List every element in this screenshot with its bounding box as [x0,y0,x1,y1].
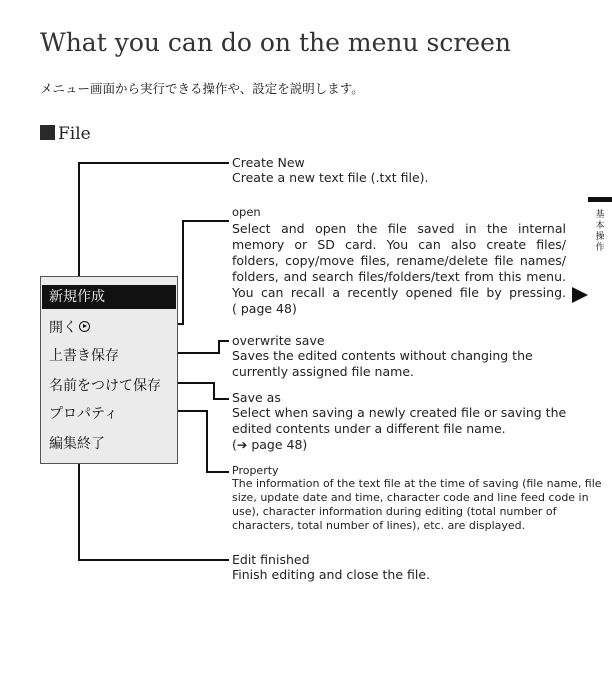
entry-description: Create a new text file (.txt file). [232,170,429,185]
page-title: What you can do on the menu screen [40,28,511,57]
entry-line: characters, total number of lines), etc. are displayed. [232,519,526,532]
menu-item-edit-finished[interactable]: 編集終了 [49,436,105,452]
entry-ref: ( page 48) [232,301,297,316]
menu-item-overwrite-save[interactable]: 上書き保存 [49,348,119,364]
play-circle-icon [79,321,90,332]
entry-line: use), character information during editing (total number of [232,505,557,518]
entry-line: size, update date and time, character code and line feed code in [232,491,589,504]
entry-line: Saves the edited contents without changing the [232,348,533,363]
menu-item-new[interactable]: 新規作成 [42,285,176,309]
entry-heading: Property [232,464,279,477]
side-tab-marker [588,197,612,202]
menu-item-save-as[interactable]: 名前をつけて保存 [49,378,161,394]
entry-line: edited contents under a different file name. [232,421,506,436]
entry-heading: overwrite save [232,333,325,348]
entry-heading: open [232,205,261,219]
entry-overwrite-save [232,333,533,380]
entry-line: currently assigned file name. [232,364,414,379]
entry-line: memory or SD card. You can also create files/ [232,237,566,252]
entry-ref: (➔ page 48) [232,437,308,452]
section-title: File [58,124,91,144]
entry-line: Select and open the file saved in the internal [232,221,566,236]
entry-edit-finished [232,552,430,583]
menu-item-property[interactable]: プロパティ [49,406,118,422]
file-menu [40,276,178,464]
entry-save-as [232,390,566,453]
entry-heading: Save as [232,390,281,405]
entry-create-new [232,155,429,186]
entry-heading: Edit finished [232,552,310,567]
entry-open [232,205,566,317]
entry-line: folders, copy/move files, rename/delete file names/ [232,253,566,268]
entry-description: Finish editing and close the file. [232,567,431,582]
callout-line-save-as [172,383,229,399]
page-subtitle: メニュー画面から実行できる操作や、設定を説明します。 [40,81,364,96]
entry-line: The information of the text file at the time of saving (file name, file [232,477,602,490]
menu-item-open[interactable]: 開く [49,317,90,337]
entry-property [232,464,602,533]
entry-heading: Create New [232,155,305,170]
entry-line: Select when saving a newly created file or saving the [232,405,567,420]
side-tab-label: 基本操作 [595,210,605,253]
entry-line: folders, and search files/folders/text from this menu. [232,269,566,284]
right-arrow-icon [572,287,588,303]
callout-line-create-new [79,163,229,284]
entry-line: You can recall a recently opened file by pressing. [232,285,566,300]
